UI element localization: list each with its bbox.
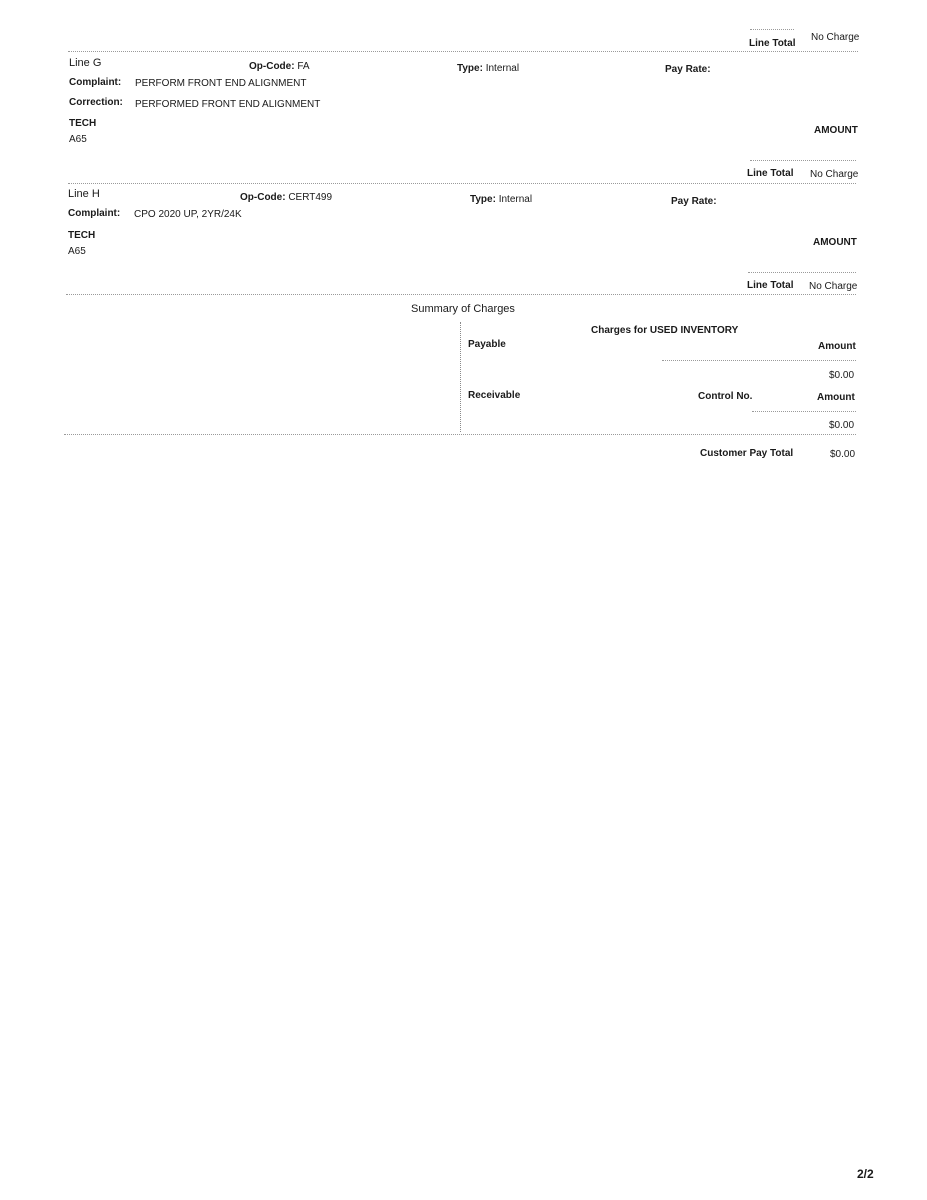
- line-total-label: Line Total: [749, 38, 796, 49]
- line-total-value: No Charge: [810, 169, 859, 180]
- summary-vertical-divider: [460, 322, 461, 432]
- line-total-rule: [750, 160, 856, 161]
- pay-rate-label: Pay Rate:: [671, 196, 717, 207]
- receivable-rule: [752, 411, 856, 412]
- type: [457, 63, 519, 74]
- opcode-label: Op-Code:: [240, 192, 286, 203]
- section-divider: [64, 434, 856, 435]
- line-total-rule: [750, 29, 794, 30]
- payable-rule: [662, 360, 856, 361]
- type-value: Internal: [485, 63, 520, 74]
- opcode-value: CERT499: [288, 192, 333, 203]
- opcode-value: FA: [297, 61, 310, 72]
- tech-label: TECH: [69, 118, 97, 129]
- summary-title: Summary of Charges: [411, 303, 515, 315]
- correction-label: Correction:: [69, 97, 123, 108]
- opcode: [240, 192, 332, 203]
- pay-rate-label: Pay Rate:: [665, 64, 711, 75]
- complaint-label: Complaint:: [68, 208, 121, 219]
- complaint-value: PERFORM FRONT END ALIGNMENT: [135, 78, 307, 89]
- receivable-amount-label: Amount: [817, 392, 855, 403]
- line-total-label: Line Total: [747, 280, 794, 291]
- line-total-value: No Charge: [809, 281, 858, 292]
- control-no-label: Control No.: [698, 391, 753, 402]
- opcode: [249, 61, 310, 72]
- section-divider: [68, 183, 856, 184]
- tech-label: TECH: [68, 230, 96, 241]
- amount-label: AMOUNT: [814, 125, 858, 136]
- type: [470, 194, 532, 205]
- line-total-value: No Charge: [811, 32, 860, 43]
- line-total-rule: [748, 272, 856, 273]
- section-divider: [66, 294, 856, 295]
- receivable-amount-value: $0.00: [829, 420, 855, 431]
- amount-label: AMOUNT: [813, 237, 857, 248]
- correction-value: PERFORMED FRONT END ALIGNMENT: [135, 99, 321, 110]
- tech-value: A65: [68, 246, 86, 257]
- page-number: 2/2: [857, 1167, 874, 1181]
- line-label: Line G: [69, 57, 102, 69]
- section-divider: [68, 51, 858, 52]
- type-label: Type:: [470, 194, 496, 205]
- opcode-label: Op-Code:: [249, 61, 295, 72]
- receivable-label: Receivable: [468, 390, 521, 401]
- line-total-label: Line Total: [747, 168, 794, 179]
- payable-amount-value: $0.00: [829, 370, 855, 381]
- complaint-label: Complaint:: [69, 77, 122, 88]
- tech-value: A65: [69, 134, 87, 145]
- customer-pay-total-label: Customer Pay Total: [700, 448, 794, 459]
- complaint-value: CPO 2020 UP, 2YR/24K: [134, 209, 242, 220]
- customer-pay-total-value: $0.00: [830, 449, 856, 460]
- charges-heading: Charges for USED INVENTORY: [591, 325, 739, 336]
- type-value: Internal: [498, 194, 533, 205]
- line-label: Line H: [68, 188, 100, 200]
- payable-amount-label: Amount: [818, 341, 856, 352]
- type-label: Type:: [457, 63, 483, 74]
- payable-label: Payable: [468, 339, 506, 350]
